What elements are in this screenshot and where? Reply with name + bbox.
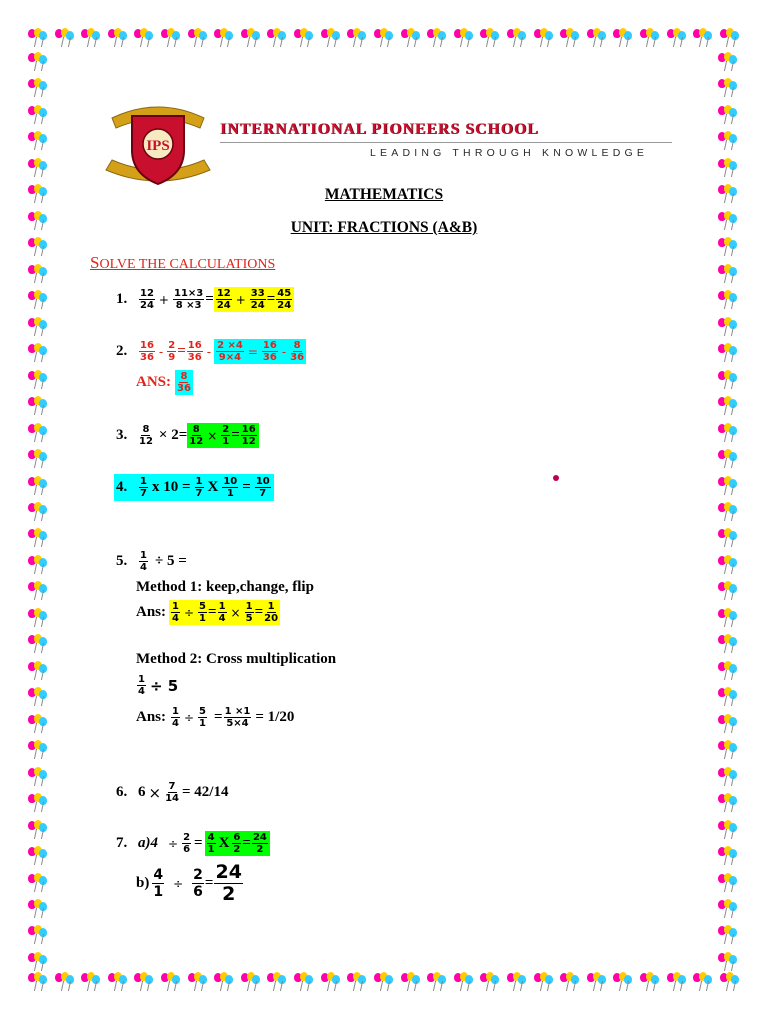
q5-method-1-answer: Ans: $\frac{1}{4}$ ÷ $\frac{5}{1}$ = $\frac{1}{4}$ × $\frac{1}{5}$ = $\frac{1}{20}$: [136, 601, 279, 624]
header-rule: [220, 142, 672, 143]
question-2: [116, 339, 306, 364]
balloon-icon: [28, 317, 48, 337]
balloon-icon: [161, 972, 181, 992]
balloon-icon: [28, 714, 48, 734]
question-3: 3. $\frac{8}{12}$ × 2= $\frac{8}{12}$ × $\frac{2}{1}$ = $\frac{16}{12}$: [116, 423, 259, 448]
balloon-icon: [81, 972, 101, 992]
balloon-icon: [28, 793, 48, 813]
balloon-icon: [718, 396, 738, 416]
balloon-icon: [108, 28, 128, 48]
stray-dot: [553, 475, 559, 481]
balloon-icon: [718, 237, 738, 257]
balloon-icon: [267, 28, 287, 48]
balloon-icon: [55, 28, 75, 48]
balloon-icon: [161, 28, 181, 48]
q3-number: 3.: [116, 427, 128, 443]
balloon-icon: [718, 290, 738, 310]
question-5: 5. $\frac{1}{4}$ ÷ 5 =: [116, 550, 187, 573]
balloon-icon: [321, 972, 341, 992]
balloon-icon: [613, 972, 633, 992]
balloon-icon: [28, 972, 48, 992]
q2-expression: $\frac{16}{36}$ - $\frac{2}{9}$ = $\frac{16}{36}$ - $\frac{2 \times 4}{9\times 4}$ = $\frac{16}{36}$ - $\frac{8}{36}$: [140, 340, 305, 363]
balloon-icon: [28, 820, 48, 840]
q5-number: 5.: [116, 553, 128, 569]
balloon-icon: [28, 634, 48, 654]
balloon-icon: [427, 28, 447, 48]
balloon-icon: [718, 608, 738, 628]
balloon-icon: [28, 476, 48, 496]
balloon-icon: [28, 846, 48, 866]
balloon-icon: [28, 78, 48, 98]
q5-method-2-answer: Ans: $\frac{1}{4}$ ÷ $\frac{5}{1}$ = $\frac{1 \times 1}{5\times 4}$ = 1/20: [136, 706, 295, 729]
q2-answer: ANS: $\frac{8}{36}$: [136, 371, 191, 394]
balloon-icon: [188, 972, 208, 992]
balloon-icon: [718, 449, 738, 469]
balloon-icon: [28, 687, 48, 707]
balloon-icon: [28, 237, 48, 257]
q7a-highlight: $\frac{4}{1}$ X $\frac{6}{2}$ = $\frac{24}{2}$: [205, 831, 270, 856]
balloon-icon: [480, 28, 500, 48]
balloon-icon: [718, 343, 738, 363]
balloon-icon: [718, 740, 738, 760]
balloon-icon: [28, 423, 48, 443]
balloon-icon: [28, 290, 48, 310]
balloon-icon: [28, 899, 48, 919]
balloon-icon: [718, 793, 738, 813]
question-7b: b) $\frac{4}{1}$ ÷ $\frac{2}{6}$ = $\frac{24}{2}$: [136, 861, 242, 905]
balloon-icon: [718, 899, 738, 919]
balloon-icon: [454, 972, 474, 992]
balloon-icon: [718, 502, 738, 522]
balloon-icon: [28, 528, 48, 548]
balloon-icon: [55, 972, 75, 992]
balloon-icon: [427, 972, 447, 992]
balloon-icon: [267, 972, 287, 992]
balloon-icon: [718, 714, 738, 734]
balloon-icon: [188, 28, 208, 48]
balloon-icon: [28, 264, 48, 284]
balloon-icon: [587, 972, 607, 992]
balloon-icon: [718, 52, 738, 72]
logo-text: IPS: [146, 138, 170, 154]
balloon-icon: [134, 28, 154, 48]
balloon-icon: [401, 28, 421, 48]
balloon-icon: [718, 581, 738, 601]
q6-number: 6.: [116, 784, 128, 800]
balloon-icon: [534, 28, 554, 48]
balloon-icon: [241, 28, 261, 48]
balloon-icon: [718, 846, 738, 866]
balloon-icon: [28, 555, 48, 575]
balloon-icon: [718, 952, 738, 972]
question-4: 4. $\frac{1}{7}$ x 10 = $\frac{1}{7}$ X $\frac{10}{1}$ = $\frac{10}{7}$: [114, 474, 274, 501]
balloon-icon: [718, 661, 738, 681]
balloon-icon: [374, 28, 394, 48]
balloon-icon: [321, 28, 341, 48]
balloon-icon: [718, 131, 738, 151]
q5-method-2: Method 2: Cross multiplication: [136, 651, 337, 667]
balloon-icon: [507, 28, 527, 48]
balloon-icon: [720, 972, 740, 992]
balloon-icon: [720, 28, 740, 48]
balloon-icon: [718, 317, 738, 337]
question-1: 1. $\frac{12}{24}$ + $\frac{11\times 3}{8 \times 3}$ = $\frac{12}{24}$ + $\frac{33}{24}$ = $\frac{45}{24}$: [116, 287, 294, 312]
balloon-icon: [718, 555, 738, 575]
balloon-icon: [718, 105, 738, 125]
balloon-icon: [640, 972, 660, 992]
balloon-icon: [587, 28, 607, 48]
q1-frac-a: $\frac{12}{24}$: [140, 288, 154, 311]
question-7a: 7. a)4 ÷ $\frac{2}{6}$ = $\frac{4}{1}$ X $\frac{6}{2}$ = $\frac{24}{2}$: [116, 831, 270, 856]
balloon-icon: [718, 528, 738, 548]
balloon-icon: [693, 28, 713, 48]
balloon-icon: [718, 820, 738, 840]
q1-highlight: $\frac{12}{24}$ + $\frac{33}{24}$ = $\frac{45}{24}$: [214, 287, 294, 312]
q7-number: 7.: [116, 835, 128, 851]
school-name: INTERNATIONAL PIONEERS SCHOOL: [220, 121, 539, 138]
balloon-icon: [108, 972, 128, 992]
balloon-icon: [28, 925, 48, 945]
balloon-icon: [718, 925, 738, 945]
balloon-icon: [347, 28, 367, 48]
balloon-icon: [28, 740, 48, 760]
instruction-first: S: [90, 253, 100, 272]
q5-method-2-problem: $\frac{1}{4}$ ÷ 5: [138, 674, 179, 697]
q1-number: 1.: [116, 291, 128, 307]
q1-frac-b: $\frac{11\times 3}{8 \times 3}$: [173, 288, 204, 311]
border-bottom: [28, 972, 740, 994]
balloon-icon: [28, 502, 48, 522]
balloon-icon: [613, 28, 633, 48]
balloon-icon: [28, 370, 48, 390]
balloon-icon: [28, 873, 48, 893]
balloon-icon: [718, 264, 738, 284]
balloon-icon: [81, 28, 101, 48]
balloon-icon: [718, 370, 738, 390]
balloon-icon: [28, 449, 48, 469]
balloon-icon: [718, 476, 738, 496]
balloon-icon: [454, 28, 474, 48]
balloon-icon: [28, 131, 48, 151]
balloon-icon: [718, 158, 738, 178]
balloon-icon: [28, 343, 48, 363]
school-logo: [104, 100, 212, 190]
balloon-icon: [28, 952, 48, 972]
q2-number: 2.: [116, 343, 128, 359]
balloon-icon: [480, 972, 500, 992]
balloon-icon: [28, 396, 48, 416]
balloon-icon: [560, 28, 580, 48]
balloon-icon: [294, 972, 314, 992]
balloon-icon: [214, 28, 234, 48]
q3-highlight: $\frac{8}{12}$ × $\frac{2}{1}$ = $\frac{16}{12}$: [187, 423, 258, 448]
balloon-icon: [374, 972, 394, 992]
balloon-icon: [28, 158, 48, 178]
q5-m1-highlight: $\frac{1}{4}$ ÷ $\frac{5}{1}$ = $\frac{1}{4}$ × $\frac{1}{5}$ = $\frac{1}{20}$: [169, 600, 280, 625]
balloon-icon: [718, 873, 738, 893]
balloon-icon: [28, 661, 48, 681]
balloon-icon: [640, 28, 660, 48]
balloon-icon: [241, 972, 261, 992]
balloon-icon: [214, 972, 234, 992]
balloon-icon: [401, 972, 421, 992]
balloon-icon: [28, 581, 48, 601]
q5-method-1: Method 1: keep,change, flip: [136, 579, 314, 595]
q2-highlight: $\frac{2 \times 4}{9\times 4}$ = $\frac{16}{36}$ - $\frac{8}{36}$: [214, 339, 306, 364]
balloon-icon: [718, 78, 738, 98]
balloon-icon: [560, 972, 580, 992]
balloon-icon: [667, 972, 687, 992]
balloon-icon: [718, 423, 738, 443]
q4-number: 4.: [116, 479, 128, 495]
balloon-icon: [28, 52, 48, 72]
balloon-icon: [718, 634, 738, 654]
balloon-icon: [718, 687, 738, 707]
instruction-heading: [90, 253, 275, 273]
balloon-icon: [347, 972, 367, 992]
school-motto: LEADING THROUGH KNOWLEDGE: [370, 147, 649, 159]
balloon-icon: [134, 972, 154, 992]
balloon-icon: [693, 972, 713, 992]
balloon-icon: [28, 105, 48, 125]
border-top: [28, 28, 740, 50]
balloon-icon: [667, 28, 687, 48]
balloon-icon: [507, 972, 527, 992]
subject-title: MATHEMATICS: [324, 186, 444, 203]
instruction-rest: OLVE THE CALCULATIONS: [99, 257, 276, 272]
question-6: 6. 6 × $\frac{7}{14}$ = 42/14: [116, 781, 229, 804]
unit-title: UNIT: FRACTIONS (A&B): [290, 219, 478, 236]
balloon-icon: [28, 767, 48, 787]
balloon-icon: [718, 767, 738, 787]
balloon-icon: [28, 28, 48, 48]
balloon-icon: [534, 972, 554, 992]
balloon-icon: [294, 28, 314, 48]
balloon-icon: [28, 608, 48, 628]
